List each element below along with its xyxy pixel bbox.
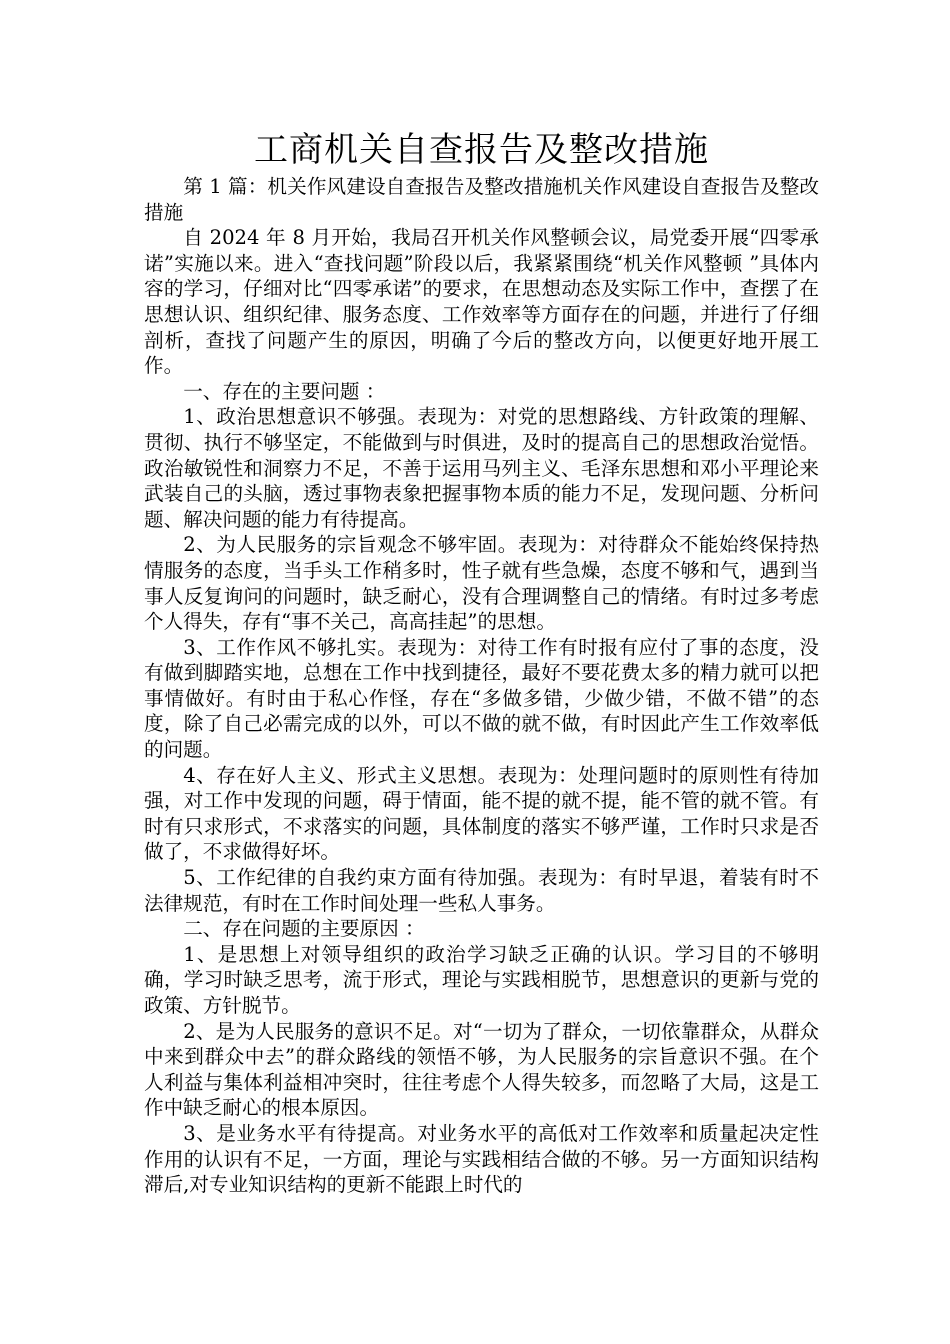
causes-heading: 二、存在问题的主要原因 ： xyxy=(183,917,425,941)
intro-paragraph: 自 2024 年 8 月开始，我局召开机关作风整顿会议，局党委开展“四零承诺”实施以来。进入“查找问题”阶段以后，我紧紧围绕“机关作风整顿 ”具体内容的学习，仔细对比“四零承诺”的要求，在思想动态及实际工作中，查摆了在思想认识、组织纪律、服务态度、工作效率等方面存在的问题，并进行了仔细剖析，查找了问题产生的原因，明确了今后的整改方向，以便更好地开展工作。 xyxy=(144,226,819,378)
problem-paragraph-3: 3、工作作风不够扎实。表现为：对待工作有时报有应付了事的态度，没有做到脚踏实地，总想在工作中找到捷径，最好不要花费太多的精力就可以把事情做好。有时由于私心作怪，存在“多做多错，少做少错，不做不错”的态度，除了自己必需完成的以外，可以不做的就不做，有时因此产生工作效率低的问题。 xyxy=(144,635,819,762)
problem-paragraph-1: 1、政治思想意识不够强。表现为：对党的思想路线、方针政策的理解、贯彻、执行不够坚定，不能做到与时俱进，及时的提高自己的思想政治觉悟。政治敏锐性和洞察力不足，不善于运用马列主义、毛泽东思想和邓小平理论来武装自己的头脑，透过事物表象把握事物本质的能力不足，发现问题、分析问题、解决问题的能力有待提高。 xyxy=(144,405,819,531)
problem-paragraph-2: 2、为人民服务的宗旨观念不够牢固。表现为：对待群众不能始终保持热情服务的态度，当手头工作稍多时，性子就有些急燥，态度不够和气，遇到当事人反复询问的问题时，缺乏耐心，没有合理调整自己的情绪。有时过多考虑个人得失，存有“事不关己，高高挂起”的思想。 xyxy=(144,533,819,634)
problem-paragraph-4: 4、存在好人主义、形式主义思想。表现为：处理问题时的原则性有待加强，对工作中发现的问题，碍于情面，能不提的就不提，能不管的就不管。有时有只求形式，不求落实的问题，具体制度的落实不够严谨，工作时只求是否做了，不求做得好坏。 xyxy=(144,763,819,864)
cause-paragraph-3: 3、是业务水平有待提高。对业务水平的高低对工作效率和质量起决定性作用的认识有不足，一方面，理论与实践相结合做的不够。另一方面知识结构滞后,对专业知识结构的更新不能跟上时代的 xyxy=(144,1121,819,1197)
problem-paragraph-5: 5、工作纪律的自我约束方面有待加强。表现为：有时早退，着装有时不法律规范，有时在工作时间处理一些私人事务。 xyxy=(144,866,819,915)
cause-paragraph-2: 2、是为人民服务的意识不足。对“一切为了群众，一切依靠群众，从群众中来到群众中去”的群众路线的领悟不够，为人民服务的宗旨意识不强。在个人利益与集体利益相冲突时，往往考虑个人得失较多，而忽略了大局，这是工作中缺乏耐心的根本原因。 xyxy=(144,1019,819,1120)
document-title: 工商机关自查报告及整改措施 xyxy=(254,130,709,170)
section-heading: 第 1 篇：机关作风建设自查报告及整改措施机关作风建设自查报告及整改措施 xyxy=(144,175,819,224)
cause-paragraph-1: 1、是思想上对领导组织的政治学习缺乏正确的认识。学习目的不够明确，学习时缺乏思考，流于形式，理论与实践相脱节，思想意识的更新与党的政策、方针脱节。 xyxy=(144,942,819,1017)
problems-heading: 一、存在的主要问题 ： xyxy=(183,379,386,403)
document-page xyxy=(144,126,819,1198)
